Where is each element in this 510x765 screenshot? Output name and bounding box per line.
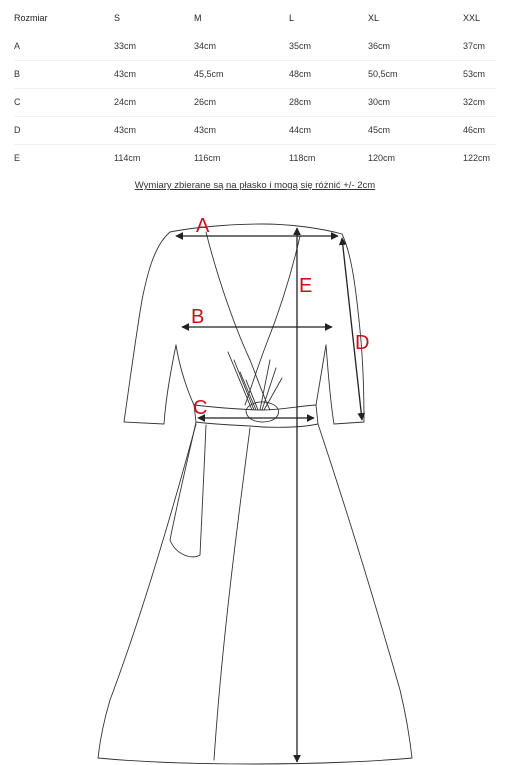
table-cell: 46cm: [463, 125, 486, 135]
table-cell: 24cm: [114, 97, 137, 107]
table-cell: 53cm: [463, 69, 486, 79]
table-cell: 32cm: [463, 97, 486, 107]
gathers: [228, 352, 282, 410]
table-cell: 43cm: [194, 125, 217, 135]
skirt-hem: [98, 758, 412, 764]
table-cell: 48cm: [289, 69, 312, 79]
table-cell: 28cm: [289, 97, 312, 107]
measurement-note: Wymiary zbierane są na płasko i mogą się różnić +/- 2cm: [134, 180, 376, 191]
bodice-right-side: [316, 345, 326, 405]
table-cell: 33cm: [114, 41, 137, 51]
table-cell: 43cm: [114, 125, 137, 135]
header-m: M: [194, 13, 202, 23]
dress-outline: [98, 224, 412, 764]
bodice-left-side: [176, 345, 194, 405]
label-e: E: [299, 275, 313, 297]
table-cell: 114cm: [114, 153, 141, 163]
table-header-row: [0, 4, 510, 32]
table-cell: 30cm: [368, 97, 391, 107]
table-cell: 44cm: [289, 125, 312, 135]
header-s: S: [114, 13, 121, 23]
row-label: D: [14, 125, 21, 135]
table-cell: 37cm: [463, 41, 486, 51]
table-cell: 120cm: [368, 153, 396, 163]
measure-d-line: [342, 238, 362, 420]
table-row: [0, 88, 510, 116]
table-cell: 122cm: [463, 153, 491, 163]
left-sleeve: [124, 232, 176, 424]
table-cell: 50,5cm: [368, 69, 398, 79]
row-label: C: [14, 97, 21, 107]
table-cell: 36cm: [368, 41, 391, 51]
table-row: [0, 60, 510, 88]
tie-end: [170, 422, 206, 557]
row-label: A: [14, 41, 21, 51]
table-cell: 26cm: [194, 97, 217, 107]
table-row: [0, 144, 510, 172]
table-row: [0, 32, 510, 60]
table-cell: 34cm: [194, 41, 217, 51]
skirt-fold: [214, 428, 250, 760]
header-size: Rozmiar: [14, 13, 48, 23]
dress-measurement-diagram: [0, 200, 510, 765]
wrap-line-left: [206, 232, 270, 410]
waist-band: [194, 405, 318, 427]
skirt-left: [98, 424, 196, 758]
knot: [246, 402, 279, 422]
table-row: [0, 116, 510, 144]
header-xl: XL: [368, 13, 380, 23]
label-b: B: [191, 306, 205, 328]
table-cell: 35cm: [289, 41, 312, 51]
label-d: D: [355, 332, 370, 354]
header-xxl: XXL: [463, 13, 481, 23]
label-c: C: [193, 397, 208, 419]
table-cell: 116cm: [194, 153, 221, 163]
row-label: E: [14, 153, 21, 163]
row-label: B: [14, 69, 21, 79]
skirt-right: [318, 424, 412, 758]
table-cell: 118cm: [289, 153, 316, 163]
table-cell: 45cm: [368, 125, 391, 135]
table-cell: 45,5cm: [194, 69, 224, 79]
header-l: L: [289, 13, 295, 23]
label-a: A: [196, 215, 210, 237]
table-cell: 43cm: [114, 69, 137, 79]
